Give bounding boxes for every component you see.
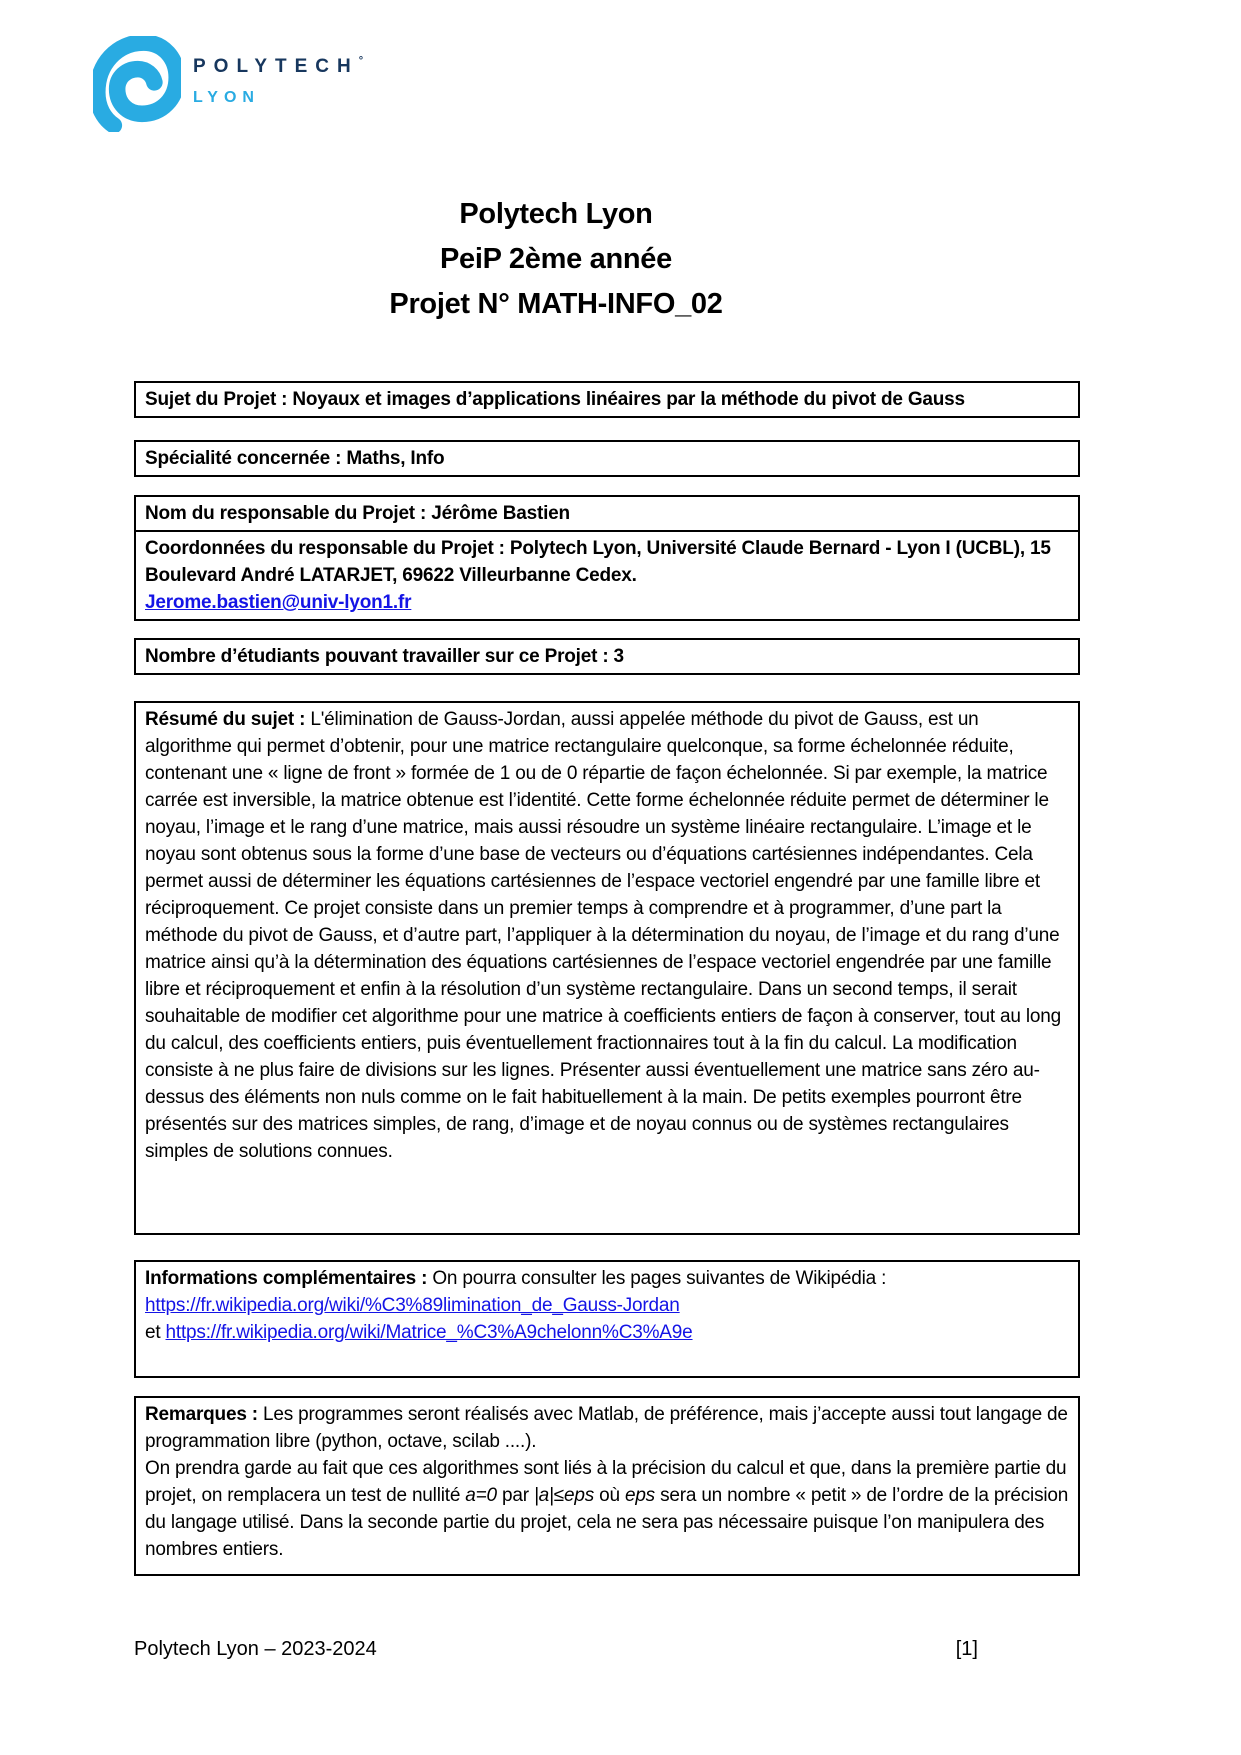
- responsable-nom-text: [145, 500, 1069, 527]
- text-run: Les programmes seront réalisés avec Matlab, de préférence, mais j’accepte aussi tout langage de programmation libre (python, octave, scilab ....).: [145, 1404, 1068, 1452]
- title-line-school: Polytech Lyon: [459, 198, 653, 230]
- text-run: Remarques :: [145, 1404, 263, 1425]
- responsable-coordonnees-text: [145, 535, 1069, 616]
- text-run: a=0: [465, 1485, 497, 1506]
- text-run: sera un nombre « petit » de l’ordre de la précision du langage utilisé. Dans la seconde partie du projet, cela ne sera pas nécessaire puisque l’on manipulera des nombres entiers.: [145, 1485, 1069, 1560]
- logo-city-name: LYON: [193, 89, 260, 106]
- text-run: Nom du responsable du Projet : Jérôme Bastien: [145, 503, 570, 524]
- responsable-section: [134, 495, 1080, 621]
- text-run: On prendra garde au fait que ces algorithmes sont liés à la précision du calcul et que, dans la première partie du projet, on remplacera un test de nullité: [145, 1458, 1067, 1506]
- polytech-logo-icon: [93, 36, 181, 132]
- document-title: [134, 192, 978, 327]
- polytech-logo: [93, 36, 363, 132]
- title-line-program: PeiP 2ème année: [440, 243, 672, 275]
- text-run: Résumé du sujet :: [145, 709, 311, 730]
- responsable-nom-row: [136, 497, 1078, 532]
- logo-brand-name: POLYTECH°: [193, 55, 364, 77]
- informations-text: [145, 1265, 1069, 1346]
- logo-registered-mark: °: [358, 55, 364, 67]
- text-run: Sujet du Projet : Noyaux et images d’applications linéaires par la méthode du pivot de Gauss: [145, 389, 965, 410]
- text-run: L'élimination de Gauss-Jordan, aussi appelée méthode du pivot de Gauss, est un algorithme qui permet d’obtenir, pour une matrice rectangulaire quelconque, sa forme échelonnée réduite, contenant une « ligne de front » formée de 1 ou de 0 répartie de façon échelonnée. Si par exemple, la matrice carrée est inversible, la matrice obtenue est l’identité. Cette forme échelonnée réduite permet de déterminer le noyau, l’image et le rang d’une matrice, mais aussi résoudre un système linéaire rectangulaire. L’image et le noyau sont obtenus sous la forme d’une base de vecteurs ou d’équations cartésiennes indépendantes. Cela permet aussi de déterminer les équations cartésiennes de l’espace vectoriel engendré par une famille libre et réciproquement. Ce projet consiste dans un premier temps à comprendre et à programmer, d’une part la méthode du pivot de Gauss, et d’autre part, l’appliquer à la détermination du noyau, de l’image et du rang d’une matrice ainsi qu’à la détermination des équations cartésiennes de l’espace vectoriel engendrée par une famille libre et réciproquement et enfin à la résolution d’un système rectangulaire. Dans un second temps, il serait souhaitable de modifier cet algorithme pour une matrice à coefficients entiers de façon à conserver, tout au long du calcul, des coefficients entiers, puis éventuellement fractionnaires tout à la fin du calcul. La modification consiste à ne plus faire de divisions sur les lignes. Présenter aussi éventuellement une matrice sans zéro au-dessus des éléments non nuls comme on le fait habituellement à la main. De petits exemples pourront être présentés sur des matrices simples, de rang, d’image et de noyau connus ou de systèmes rectangulaires simples de solutions connues.: [145, 709, 1061, 1162]
- text-run: Coordonnées du responsable du Projet : Polytech Lyon, Université Claude Bernard - Lyon I (UCBL), 15 Boulevard André LATARJET, 69622 Villeurbanne Cedex.: [145, 538, 1051, 586]
- footer-school-year: Polytech Lyon – 2023-2024: [134, 1638, 377, 1660]
- resume-section: [134, 701, 1080, 1235]
- remarques-text: [145, 1401, 1069, 1563]
- text-run: Nombre d’étudiants pouvant travailler sur ce Projet : 3: [145, 646, 624, 667]
- title-line-project-number: Projet N° MATH-INFO_02: [389, 288, 723, 320]
- informations-section: [134, 1260, 1080, 1378]
- responsable-coordonnees-row: [136, 532, 1078, 619]
- remarques-section: [134, 1396, 1080, 1576]
- etudiants-section: [134, 638, 1080, 675]
- hyperlink[interactable]: Jerome.bastien@univ-lyon1.fr: [145, 592, 412, 613]
- specialite-section: [134, 440, 1080, 477]
- text-run: eps: [624, 1485, 655, 1506]
- page-number: [1]: [955, 1638, 978, 1660]
- sujet-section: [134, 381, 1080, 418]
- etudiants-text: [145, 643, 1069, 670]
- text-run: Informations complémentaires :: [145, 1268, 433, 1289]
- hyperlink[interactable]: https://fr.wikipedia.org/wiki/Matrice_%C3%A9chelonn%C3%A9e: [165, 1322, 693, 1343]
- text-run: |a|≤eps: [533, 1485, 595, 1506]
- text-run: où: [594, 1485, 625, 1506]
- hyperlink[interactable]: https://fr.wikipedia.org/wiki/%C3%89limination_de_Gauss-Jordan: [145, 1295, 680, 1316]
- text-run: et: [145, 1322, 166, 1343]
- sujet-text: [145, 386, 1069, 413]
- text-run: On pourra consulter les pages suivantes de Wikipédia :: [432, 1268, 887, 1289]
- polytech-logo-text: [193, 56, 363, 106]
- footer: [134, 1637, 978, 1661]
- resume-text: [145, 706, 1069, 1165]
- text-run: par: [496, 1485, 534, 1506]
- specialite-text: [145, 445, 1069, 472]
- text-run: Spécialité concernée : Maths, Info: [145, 448, 445, 469]
